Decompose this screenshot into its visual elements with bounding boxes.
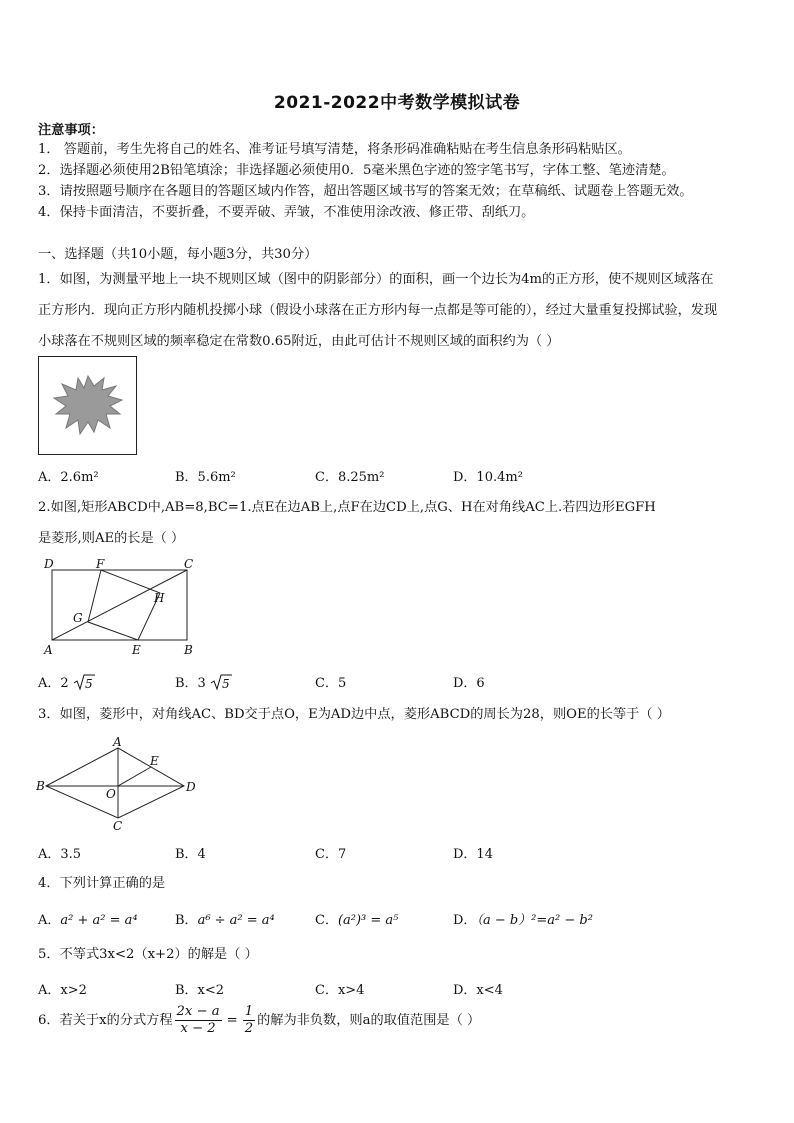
section-heading: 一、选择题（共10小题，每小题3分，共30分） <box>38 247 318 262</box>
label-B: B <box>184 643 193 657</box>
q3-option-a: A．3.5 <box>38 847 82 862</box>
label-D: D <box>44 557 54 571</box>
q4-option-a <box>38 909 138 928</box>
sqrt-symbol <box>210 673 232 691</box>
q6-equals: = <box>226 1012 238 1028</box>
label-G: G <box>73 611 83 625</box>
label-H: H <box>154 591 165 605</box>
label-O: O <box>106 787 116 801</box>
label-C: C <box>113 819 123 832</box>
notice-heading: 注意事项： <box>38 123 104 138</box>
page-title: 2021-2022中考数学模拟试卷 <box>273 93 521 113</box>
svg-text:5: 5 <box>84 677 93 691</box>
notice-item-1: 1． 答题前，考生先将自己的姓名、准考证号填写清楚，将条形码准确粘贴在考生信息条形码粘贴区。 <box>38 142 631 157</box>
q2-option-d: D．6 <box>453 676 485 691</box>
q3-option-d: D．14 <box>453 847 493 862</box>
q5-option-d: D．x<4 <box>453 983 503 998</box>
q3-option-c: C．7 <box>315 847 347 862</box>
q2-line-1: 2.如图,矩形ABCD中,AB=8,BC=1.点E在边AB上,点F在边CD上,点G、H在对角线AC上.若四边形EGFH <box>38 500 656 515</box>
q6-fraction-2 <box>243 1004 255 1037</box>
q2-option-b-prefix: B．3 <box>175 676 206 691</box>
q4-option-b <box>175 909 275 928</box>
q5-option-a: A．x>2 <box>38 983 87 998</box>
q1-line-3: 小球落在不规则区域的频率稳定在常数0.65附近，由此可估计不规则区域的面积约为（ ） <box>38 334 560 349</box>
sqrt-symbol <box>73 673 95 691</box>
q4-line: 4．下列计算正确的是 <box>38 876 166 891</box>
svg-text:5: 5 <box>221 677 230 691</box>
q6-fraction-2-denominator: 2 <box>244 1021 254 1036</box>
notice-item-3: 3．请按照题号顺序在各题目的答题区域内作答，超出答题区域书写的答案无效；在草稿纸、试题卷上答题无效。 <box>38 184 693 199</box>
q5-option-b: B．x<2 <box>175 983 225 998</box>
q1-option-d: D．10.4m² <box>453 470 523 485</box>
label-B: B <box>36 779 45 793</box>
q4-option-b-prefix: B． <box>175 913 198 928</box>
q6-fraction-1 <box>175 1004 222 1037</box>
q4-option-c-expr: (a²)³ = a⁵ <box>337 913 399 928</box>
q6-suffix: 的解为非负数，则a的取值范围是（ ） <box>257 1012 481 1028</box>
q4-option-b-expr: a⁶ ÷ a² = a⁴ <box>197 913 275 928</box>
q4-option-d-prefix: D． <box>453 913 477 928</box>
q4-option-c-prefix: C． <box>315 913 338 928</box>
q4-option-c <box>315 909 398 928</box>
label-D: D <box>186 780 196 794</box>
q4-option-a-prefix: A． <box>38 913 61 928</box>
q5-line: 5．不等式3x<2（x+2）的解是（ ） <box>38 947 258 962</box>
q4-option-d <box>453 909 593 928</box>
q1-line-2: 正方形内．现向正方形内随机投掷小球（假设小球落在正方形内每一点都是等可能的），经过大量重复投掷试验，发现 <box>38 303 718 318</box>
q2-option-b <box>175 672 232 691</box>
q1-option-b: B．5.6m² <box>175 470 236 485</box>
label-C: C <box>184 557 194 571</box>
q6-fraction-2-numerator: 1 <box>244 1004 254 1019</box>
label-A: A <box>44 643 53 657</box>
q2-option-a-prefix: A．2 <box>38 676 69 691</box>
q3-option-b: B．4 <box>175 847 206 862</box>
label-A: A <box>113 735 122 749</box>
q3-figure-rhombus <box>36 734 198 832</box>
q6-prefix: 6．若关于x的分式方程 <box>38 1012 173 1028</box>
notice-item-2: 2．选择题必须使用2B铅笔填涂；非选择题必须使用0．5毫米黑色字迹的签字笔书写，字体工整、笔迹清楚。 <box>38 163 675 178</box>
label-F: F <box>96 557 105 571</box>
q1-option-a: A．2.6m² <box>38 470 99 485</box>
q2-option-a <box>38 672 95 691</box>
q1-line-1: 1．如图，为测量平地上一块不规则区域（图中的阴影部分）的面积，画一个边长为4m的正方形，使不规则区域落在 <box>38 272 714 287</box>
notice-item-4: 4．保持卡面清洁，不要折叠，不要弄破、弄皱，不准使用涂改液、修正带、刮纸刀。 <box>38 205 535 220</box>
q4-option-d-expr: （a − b）²=a² − b² <box>476 913 593 928</box>
label-E: E <box>132 643 141 657</box>
q4-option-a-expr: a² + a² = a⁴ <box>60 913 138 928</box>
q1-option-c: C．8.25m² <box>315 470 385 485</box>
q2-line-2: 是菱形,则AE的长是（ ） <box>38 531 185 546</box>
q6-fraction-1-numerator: 2x − a <box>176 1004 220 1019</box>
q6-fraction-1-denominator: x − 2 <box>180 1021 216 1036</box>
label-E: E <box>150 754 159 768</box>
q6-line <box>38 1004 480 1037</box>
q1-figure-square <box>38 356 138 456</box>
q5-option-c: C．x>4 <box>315 983 365 998</box>
q2-option-c: C．5 <box>315 676 347 691</box>
q3-line: 3．如图，菱形中，对角线AC、BD交于点O，E为AD边中点，菱形ABCD的周长为28，则OE的长等于（ ） <box>38 707 670 722</box>
q2-figure-rectangle <box>38 554 202 658</box>
